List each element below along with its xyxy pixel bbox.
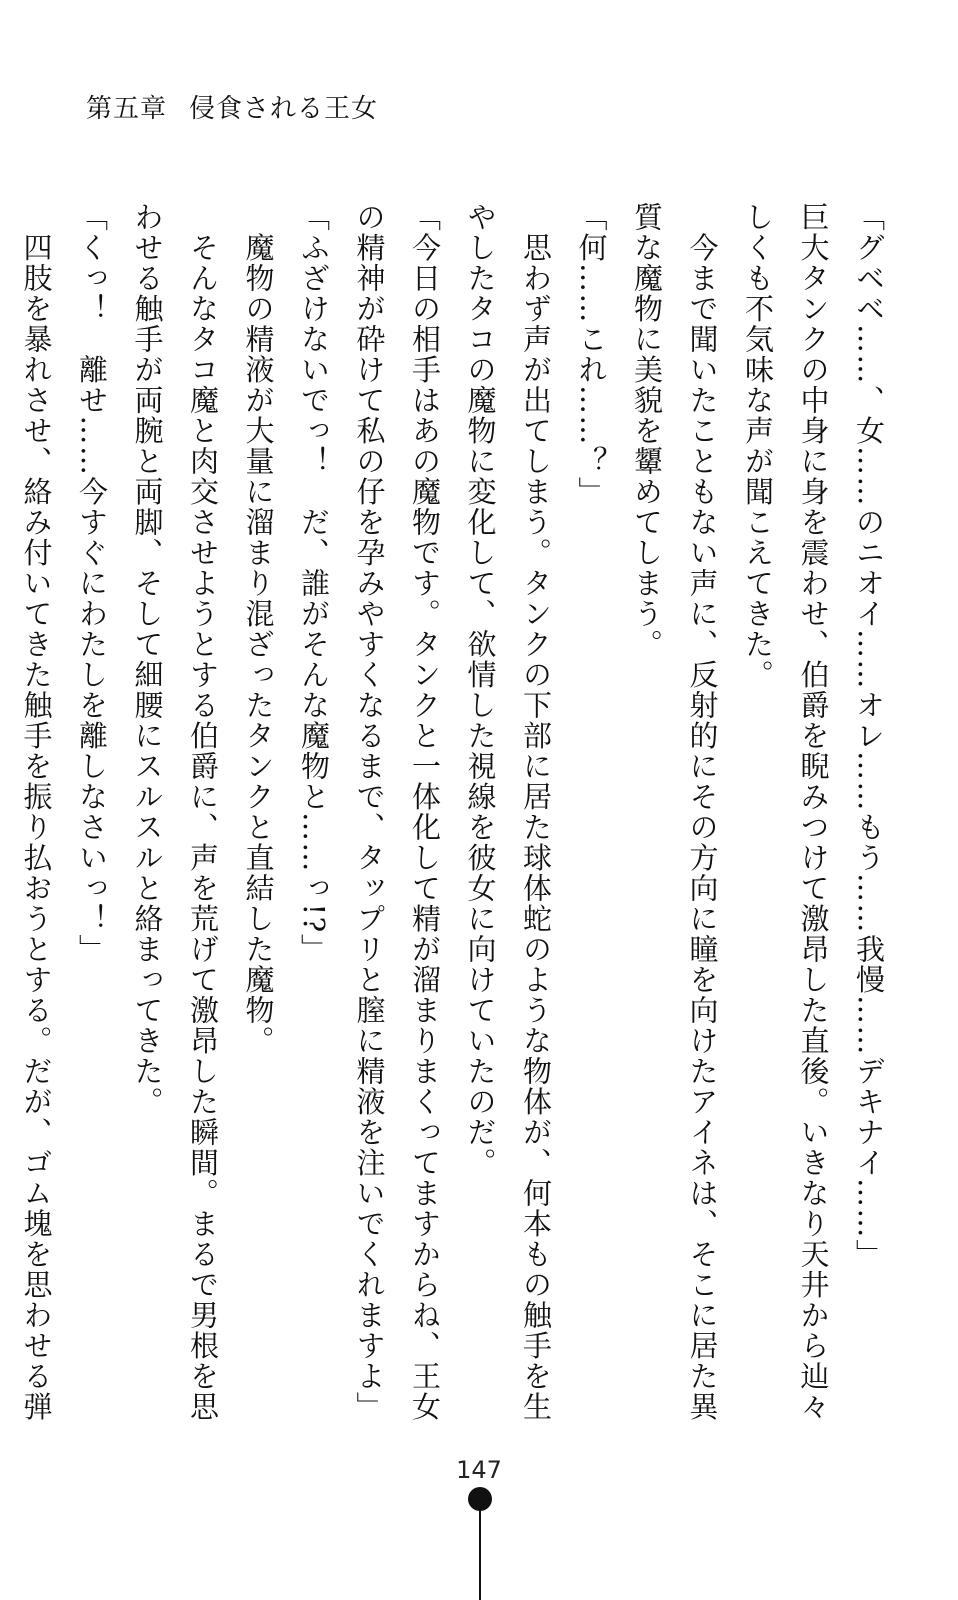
folio-line: [479, 1510, 481, 1600]
text-column: 「何……これ……？」: [574, 202, 609, 507]
text-column: わせる触手が両腕と両脚、そして細腰にスルスルと絡まってきた。: [130, 202, 165, 1117]
text-column: の精神が砕けて私の仔を孕みやすくなるまで、タップリと膣に精液を注いでくれますよ」: [352, 202, 387, 1422]
text-column: 「ふざけないでっ！ だ、誰がそんな魔物と……っ!?」: [297, 202, 331, 965]
chapter-label: 第五章: [86, 94, 168, 124]
folio-dot: [468, 1487, 492, 1511]
body-text: [19, 202, 896, 1422]
text-column: 「グベベ……、女……のニオイ……オレ……もう……我慢……デキナイ……」: [852, 202, 886, 1270]
page-number: 147: [456, 1456, 502, 1484]
text-column: 思わず声が出てしまう。タンクの下部に居た球体蛇のような物体が、何本もの触手を生: [519, 202, 553, 1422]
text-column: 巨大タンクの中身に身を震わせ、伯爵を睨みつけて激昂した直後。いきなり天井から辿々: [796, 202, 831, 1422]
running-head: [86, 88, 378, 125]
text-column: しくも不気味な声が聞こえてきた。: [741, 202, 775, 690]
text-column: 「くっ！ 離せ……今すぐにわたしを離しなさいっ！」: [75, 202, 109, 965]
text-column: 「今日の相手はあの魔物です。タンクと一体化して精が溜まりまくってますからね、王女: [408, 202, 442, 1422]
chapter-title: 侵食される王女: [189, 94, 379, 124]
text-column: 質な魔物に美貌を顰めてしまう。: [630, 202, 664, 660]
text-column: やしたタコの魔物に変化して、欲情した視線を彼女に向けていたのだ。: [463, 202, 498, 1178]
text-column: 今まで聞いたこともない声に、反射的にその方向に瞳を向けたアイネは、そこに居た異: [685, 202, 720, 1422]
text-column: [0, 202, 8, 1332]
text-column: 四肢を暴れさせ、絡み付いてきた触手を振り払おうとする。だが、ゴム塊を思わせる弾: [19, 202, 54, 1422]
text-column: そんなタコ魔と肉交させようとする伯爵に、声を荒げて激昂した瞬間。まるで男根を思: [186, 202, 220, 1422]
text-column: 魔物の精液が大量に溜まり混ざったタンクと直結した魔物。: [241, 202, 276, 1056]
